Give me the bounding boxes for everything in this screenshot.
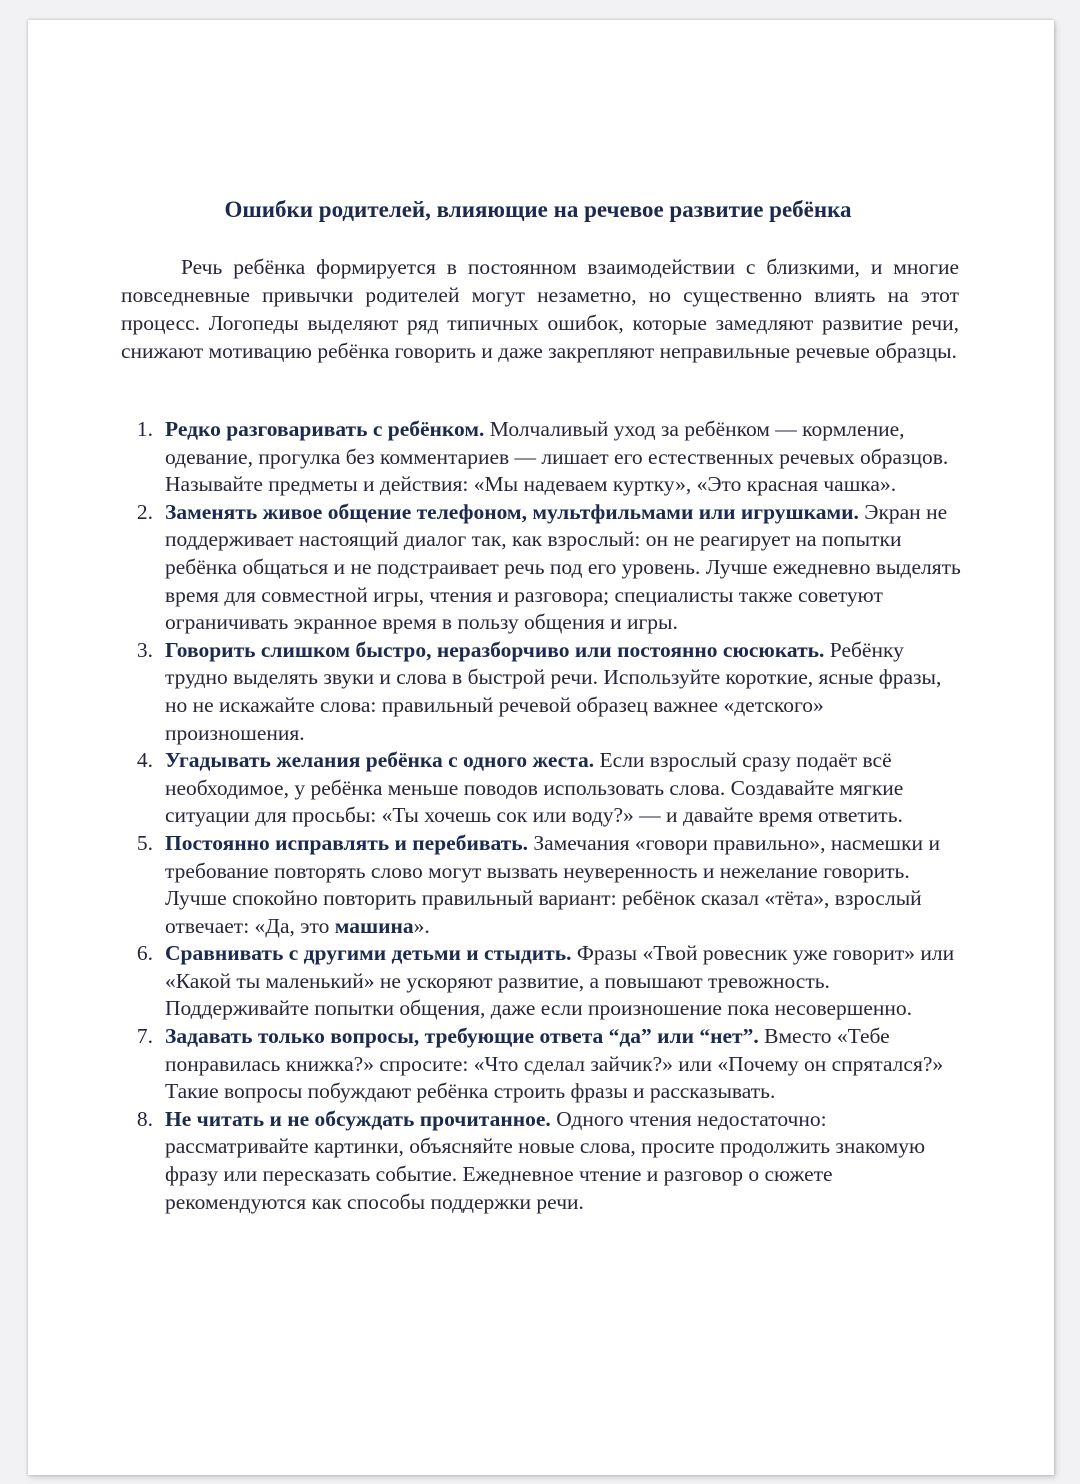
- list-item: [125, 499, 967, 637]
- item-text: Ребёнку трудно выделять звуки и слова в быстрой речи. Используйте короткие, ясные фразы, но не искажайте слова: правильный речевой образец важнее «детского» произношения.: [165, 637, 942, 745]
- list-item: [125, 1106, 967, 1216]
- list-item: [125, 747, 967, 830]
- item-number: 8.: [136, 1106, 153, 1131]
- list-item: [125, 940, 967, 1023]
- item-heading: Не читать и не обсуждать прочитанное.: [165, 1106, 551, 1131]
- item-text: Замечания «говори правильно», насмешки и требование повторять слово могут вызвать неуверенность и нежелание говорить. Лучше спокойно повторить правильный вариант: ребёнок сказал «тёта», взрослый отвечает: «Да, это: [165, 830, 940, 938]
- document-title: Ошибки родителей, влияющие на речевое развитие ребёнка: [224, 197, 852, 222]
- item-heading: Редко разговаривать с ребёнком.: [165, 417, 485, 441]
- item-number: 6.: [136, 941, 153, 966]
- mistakes-list: [125, 416, 967, 1216]
- item-text: Если взрослый сразу подаёт всё необходимое, у ребёнка меньше поводов использовать слова. Создавайте мягкие ситуации для просьбы: «Ты хочешь сок или воду?» — и давайте время ответить.: [165, 748, 904, 828]
- item-text-end: ».: [413, 913, 430, 938]
- item-number: 3.: [136, 637, 153, 662]
- item-heading: Угадывать желания ребёнка с одного жеста.: [165, 748, 595, 773]
- item-text: Вместо «Тебе понравилась книжка?» спросите: «Что сделал зайчик?» или «Почему он спрятался?» Такие вопросы побуждают ребёнка строить фразы и рассказывать.: [165, 1024, 944, 1104]
- item-heading: Сравнивать с другими детьми и стыдить.: [165, 941, 572, 966]
- list-item: [125, 1023, 967, 1106]
- item-text: Экран не поддерживает настоящий диалог так, как взрослый: он не реагирует на попытки ребёнка общаться и не подстраивает речь под его уровень. Лучше ежедневно выделять время для совместной игры, чтения и разговора; специалисты также советуют ограничивать экранное время в пользу общения и игры.: [165, 499, 961, 635]
- item-emphasis: машина: [334, 913, 414, 938]
- list-item: [125, 637, 967, 747]
- item-number: 2.: [136, 499, 153, 524]
- item-number: 5.: [136, 830, 153, 855]
- item-heading: Задавать только вопросы, требующие ответа “да” или “нет”.: [165, 1024, 759, 1049]
- list-item: [125, 830, 967, 940]
- item-heading: Постоянно исправлять и перебивать.: [165, 830, 528, 855]
- document-page: [28, 20, 1054, 1475]
- item-heading: Говорить слишком быстро, неразборчиво или постоянно сюсюкать.: [165, 637, 825, 662]
- item-text: Фразы «Твой ровесник уже говорит» или «Какой ты маленький» не ускоряют развитие, а повышают тревожность. Поддерживайте попытки общения, даже если произношение пока несовершенно.: [165, 941, 955, 1021]
- item-text: Молчаливый уход за ребёнком — кормление, одевание, прогулка без комментариев — лишает его естественных речевых образцов. Называйте предметы и действия: «Мы надеваем куртку», «Это красная чашка».: [165, 417, 949, 497]
- item-heading: Заменять живое общение телефоном, мультфильмами или игрушками.: [165, 499, 859, 524]
- intro-paragraph: Речь ребёнка формируется в постоянном взаимодействии с близкими, и многие повседневные привычки родителей могут незаметно, но существенно влиять на этот процесс. Логопеды выделяют ряд типичных ошибок, которые замедляют развитие речи, снижают мотивацию ребёнка говорить и даже закрепляют неправильные речевые образцы.: [121, 255, 959, 363]
- list-item: [125, 416, 967, 499]
- item-number: 1.: [136, 417, 153, 441]
- item-text: Одного чтения недостаточно: рассматривайте картинки, объясняйте новые слова, просите продолжить знакомую фразу или пересказать событие. Ежедневное чтение и разговор о сюжете рекомендуются как способы поддержки речи.: [165, 1106, 926, 1214]
- item-number: 7.: [136, 1024, 153, 1049]
- item-number: 4.: [136, 748, 153, 773]
